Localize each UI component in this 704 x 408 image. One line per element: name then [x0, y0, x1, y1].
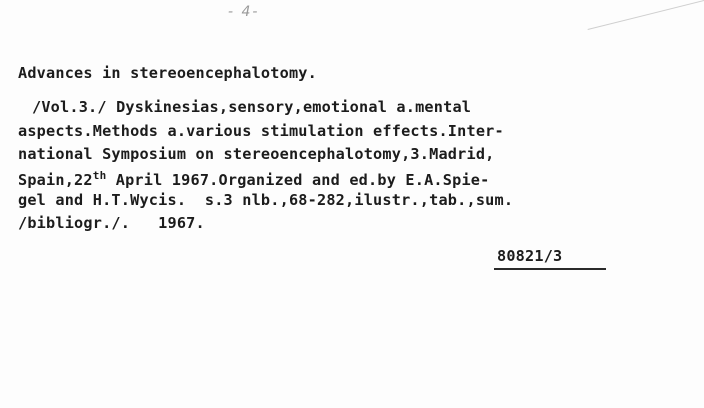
body-line-1: /Vol.3./ Dyskinesias,sensory,emotional a.mental [32, 98, 472, 116]
call-number-underline [494, 268, 606, 270]
card-heading: Advances in stereoencephalotomy. [18, 64, 317, 82]
body-line-4-start: Spain,22 [18, 171, 93, 189]
card-edge-line [588, 0, 704, 30]
body-line-6: /bibliogr./. 1967. [18, 214, 205, 232]
body-line-4-rest: April 1967.Organized and ed.by E.A.Spie- [106, 171, 490, 189]
body-line-4 [18, 170, 490, 188]
body-line-5: gel and H.T.Wycis. s.3 nlb.,68-282,ilustr.,tab.,sum. [18, 191, 514, 209]
call-number: 80821/3 [497, 247, 563, 265]
body-line-3: national Symposium on stereoencephalotomy,3.Madrid, [18, 145, 495, 163]
ordinal-suffix: th [92, 169, 107, 182]
pencil-mark: - 4- [228, 4, 260, 20]
body-line-2: aspects.Methods a.various stimulation effects.Inter- [18, 122, 504, 140]
